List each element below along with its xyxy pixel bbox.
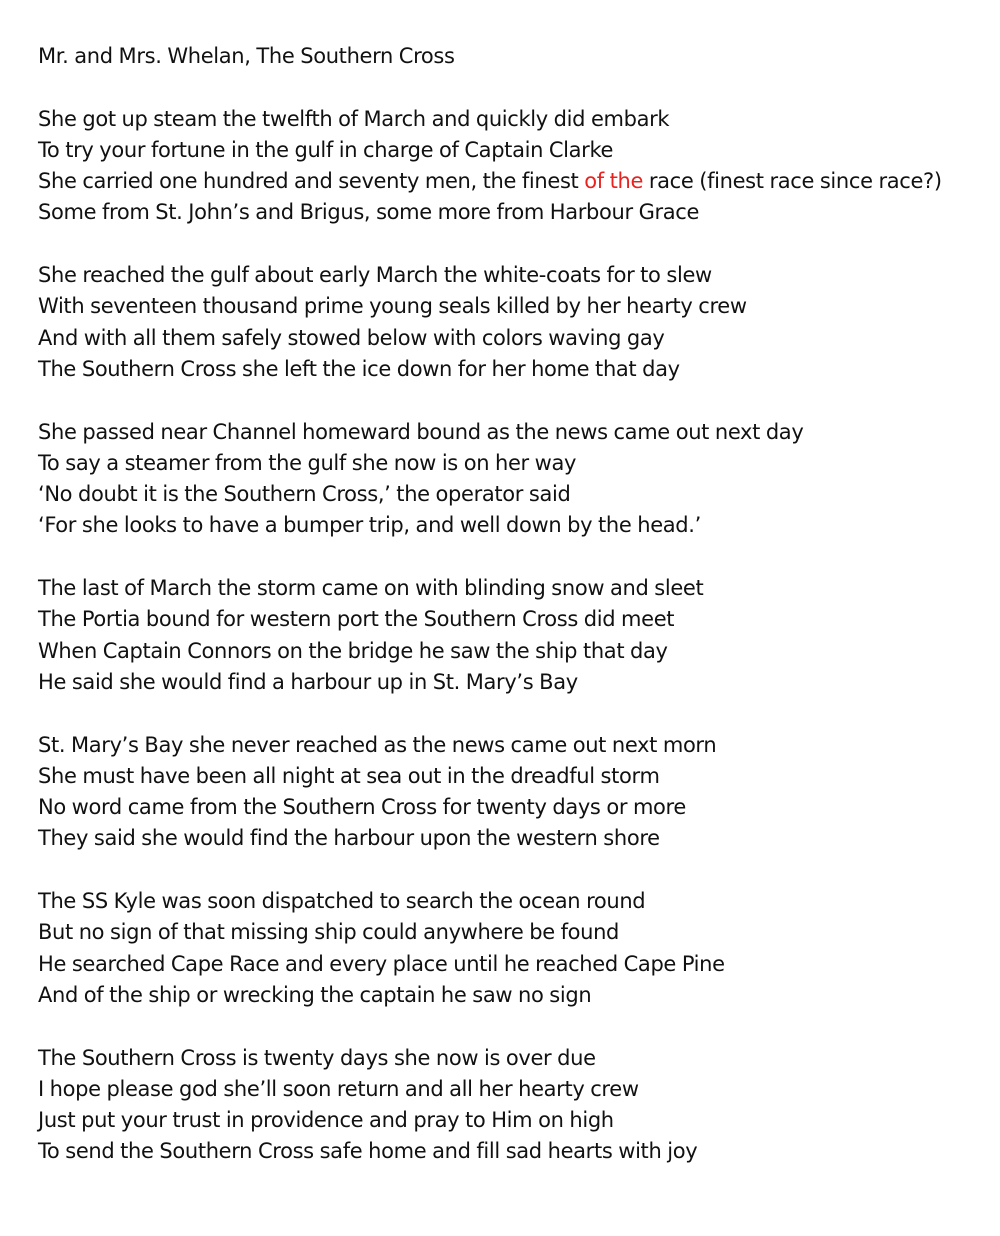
document-title: Mr. and Mrs. Whelan, The Southern Cross (38, 44, 455, 68)
verse-text: race (finest race since race?) (643, 169, 942, 194)
verse-line: With seventeen thousand prime young seals killed by her hearty crew (38, 294, 747, 319)
verse-line: ‘For she looks to have a bumper trip, and well down by the head.’ (38, 513, 701, 538)
verse-line: The Southern Cross she left the ice down for her home that day (38, 356, 680, 381)
verse-line: To try your fortune in the gulf in charge of Captain Clarke (38, 137, 614, 162)
verse-line: St. Mary’s Bay she never reached as the news came out next morn (38, 732, 717, 757)
verse-line: When Captain Connors on the bridge he saw the ship that day (38, 638, 668, 663)
stanza-6 (38, 886, 988, 1011)
verse-line: I hope please god she’ll soon return and all her hearty crew (38, 1076, 639, 1101)
verse-text: She carried one hundred and seventy men, the finest (38, 169, 585, 194)
stanza-3 (38, 417, 988, 542)
stanza-4 (38, 573, 988, 698)
verse-line: Some from St. John’s and Brigus, some more from Harbour Grace (38, 200, 700, 225)
verse-line: The last of March the storm came on with blinding snow and sleet (38, 576, 704, 601)
verse-line: ‘No doubt it is the Southern Cross,’ the operator said (38, 482, 571, 507)
verse-line: To send the Southern Cross safe home and fill sad hearts with joy (38, 1139, 698, 1164)
verse-line: He searched Cape Race and every place until he reached Cape Pine (38, 951, 725, 976)
document-body (38, 41, 988, 1168)
verse-line: The Portia bound for western port the Southern Cross did meet (38, 607, 675, 632)
verse-line-with-highlight (38, 166, 988, 197)
verse-line: She reached the gulf about early March the white-coats for to slew (38, 263, 712, 288)
verse-line: Just put your trust in providence and pray to Him on high (38, 1108, 614, 1133)
verse-line: They said she would find the harbour upon the western shore (38, 826, 660, 851)
verse-line: And of the ship or wrecking the captain he saw no sign (38, 982, 592, 1007)
verse-line: And with all them safely stowed below with colors waving gay (38, 325, 665, 350)
verse-line: She got up steam the twelfth of March and quickly did embark (38, 106, 670, 131)
stanza-7 (38, 1043, 988, 1168)
verse-line: The Southern Cross is twenty days she now is over due (38, 1045, 596, 1070)
verse-line: She must have been all night at sea out in the dreadful storm (38, 763, 660, 788)
stanza-5 (38, 730, 988, 855)
stanza-1 (38, 104, 988, 229)
verse-line: The SS Kyle was soon dispatched to search the ocean round (38, 889, 646, 914)
verse-line: No word came from the Southern Cross for twenty days or more (38, 795, 686, 820)
verse-line: He said she would find a harbour up in St. Mary’s Bay (38, 669, 578, 694)
highlighted-text: of the (584, 169, 644, 194)
verse-line: She passed near Channel homeward bound as the news came out next day (38, 419, 804, 444)
stanza-2 (38, 260, 988, 385)
verse-line: But no sign of that missing ship could anywhere be found (38, 920, 620, 945)
verse-line: To say a steamer from the gulf she now is on her way (38, 450, 577, 475)
